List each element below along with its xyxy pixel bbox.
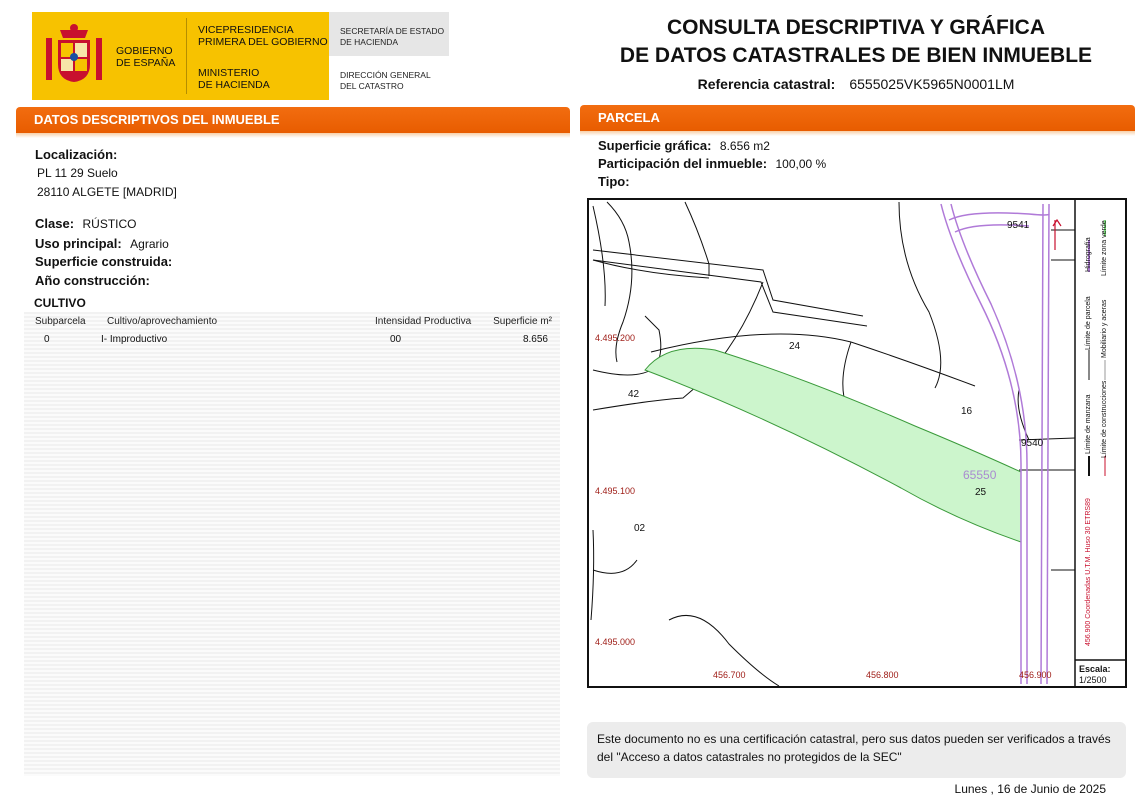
scale-label: Escala: [1079, 664, 1111, 674]
gov-line-2: DE ESPAÑA [116, 57, 176, 69]
col-superficie: Superficie m² [493, 316, 552, 327]
legend-manzana: Límite de manzana [1085, 394, 1092, 454]
map-drawing [589, 200, 1125, 686]
north-arrow-icon [1053, 220, 1061, 250]
legend-construcciones: Límite de construcciones [1101, 380, 1108, 458]
participacion-row [598, 155, 826, 173]
uso-row [35, 235, 169, 253]
parcel-label-16: 16 [961, 406, 973, 417]
row-0-cultivo: I- Improductivo [101, 334, 168, 345]
hydro-line [949, 213, 1049, 220]
x-label-456800: 456.800 [866, 670, 899, 680]
descriptivos-banner-shadow [16, 133, 570, 138]
row-0-subparcela: 0 [44, 334, 50, 345]
row-0-superficie: 8.656 [522, 334, 548, 345]
dir-line-1: DIRECCIÓN GENERAL [340, 70, 431, 80]
boundary-line [593, 260, 867, 326]
legend-parcela: Límite de parcela [1085, 296, 1092, 350]
descriptivos-banner: DATOS DESCRIPTIVOS DEL INMUEBLE [16, 107, 570, 133]
superficie-grafica-row [598, 137, 770, 155]
ref-value: 6555025VK5965N0001LM [849, 76, 1015, 92]
localizacion-line-1: PL 11 29 Suelo [37, 166, 118, 180]
x-label-456900: 456.900 [1019, 670, 1052, 680]
legend-hidrografia: Hidrografía [1085, 237, 1092, 272]
cultivo-heading: CULTIVO [34, 296, 86, 310]
scale-value: 1/2500 [1079, 675, 1107, 685]
y-label-4495000: 4.495.000 [595, 637, 636, 647]
document-title [600, 14, 1112, 70]
clase-value: RÚSTICO [82, 217, 137, 231]
vice-line-2: PRIMERA DEL GOBIERNO [198, 36, 328, 48]
boundary-line [851, 342, 975, 386]
participacion-value: 100,00 % [775, 157, 827, 171]
parcel-label-02: 02 [634, 523, 646, 534]
y-label-4495200: 4.495.200 [595, 333, 636, 343]
sec-line-1: SECRETARÍA DE ESTADO [340, 26, 445, 36]
sec-line-2: DE HACIENDA [340, 37, 399, 47]
referencia-catastral [600, 76, 1112, 92]
logo-divider [186, 18, 187, 94]
parcela-banner-shadow [580, 131, 1135, 136]
clase-label: Clase: [35, 216, 75, 231]
boundary-line [593, 250, 863, 316]
hydro-line [951, 204, 1030, 684]
document-date: Lunes , 16 de Junio de 2025 [954, 782, 1106, 796]
cultivo-table [24, 312, 560, 776]
min-line-1: MINISTERIO [198, 67, 260, 79]
parcela-banner: PARCELA [580, 105, 1135, 131]
legend-zona-verde: Límite zona verde [1101, 220, 1108, 276]
localizacion-line-2: 28110 ALGETE [MADRID] [37, 185, 177, 199]
title-line-1: CONSULTA DESCRIPTIVA Y GRÁFICA [666, 16, 1046, 39]
ref-label: Referencia catastral: [697, 76, 836, 92]
col-intensidad: Intensidad Productiva [375, 316, 472, 327]
boundary-line [593, 560, 637, 573]
coat-of-arms-icon [42, 22, 106, 88]
tipo-label: Tipo: [598, 174, 630, 189]
title-line-2: DE DATOS CATASTRALES DE BIEN INMUEBLE [619, 44, 1093, 67]
parcel-label-25: 25 [975, 487, 987, 498]
vice-line-1: VICEPRESIDENCIA [198, 24, 294, 36]
col-subparcela: Subparcela [35, 316, 86, 327]
min-line-2: DE HACIENDA [198, 79, 270, 91]
localizacion-label: Localización: [35, 147, 118, 162]
x-label-456700: 456.700 [713, 670, 746, 680]
y-label-4495100: 4.495.100 [595, 486, 636, 496]
clase-row [35, 215, 136, 233]
parcel-label-42: 42 [628, 389, 640, 400]
disclaimer-notice: Este documento no es una certificación catastral, pero sus datos pueden ser verificados a través del "Acceso a datos catastrales no protegidos de la SEC" [587, 722, 1126, 778]
parcela-banner-wrap [580, 105, 1135, 136]
superficie-construida-label: Superficie construida: [35, 254, 173, 269]
boundary-line [593, 206, 605, 306]
participacion-label: Participación del inmueble: [598, 156, 768, 171]
anio-construccion-label: Año construcción: [35, 273, 150, 288]
coordinate-system-note: 456.900 Coordenadas U.T.M. Huso 30 ETRS89 [1085, 498, 1092, 646]
parcel-label-9540: 9540 [1021, 438, 1044, 449]
uso-value: Agrario [130, 237, 169, 251]
descriptivos-banner-wrap [16, 107, 570, 138]
uso-label: Uso principal: [35, 236, 122, 251]
parcel-label-9541: 9541 [1007, 220, 1030, 231]
superficie-grafica-value: 8.656 m2 [719, 139, 770, 153]
superficie-grafica-label: Superficie gráfica: [598, 138, 712, 153]
subject-parcel [645, 348, 1021, 542]
col-cultivo: Cultivo/aprovechamiento [107, 316, 218, 327]
parcel-label-24: 24 [789, 341, 801, 352]
hydro-line [1047, 204, 1049, 684]
boundary-line [685, 202, 709, 276]
boundary-line [591, 530, 594, 620]
map-legend [1075, 200, 1125, 660]
gov-line-1: GOBIERNO [116, 45, 173, 57]
parcel-label-65550: 65550 [963, 468, 997, 482]
legend-mobiliario: Mobiliario y aceras [1101, 299, 1108, 358]
row-0-intensidad: 00 [390, 334, 402, 345]
dir-line-2: DEL CATASTRO [340, 81, 404, 91]
cadastral-map [587, 198, 1127, 688]
